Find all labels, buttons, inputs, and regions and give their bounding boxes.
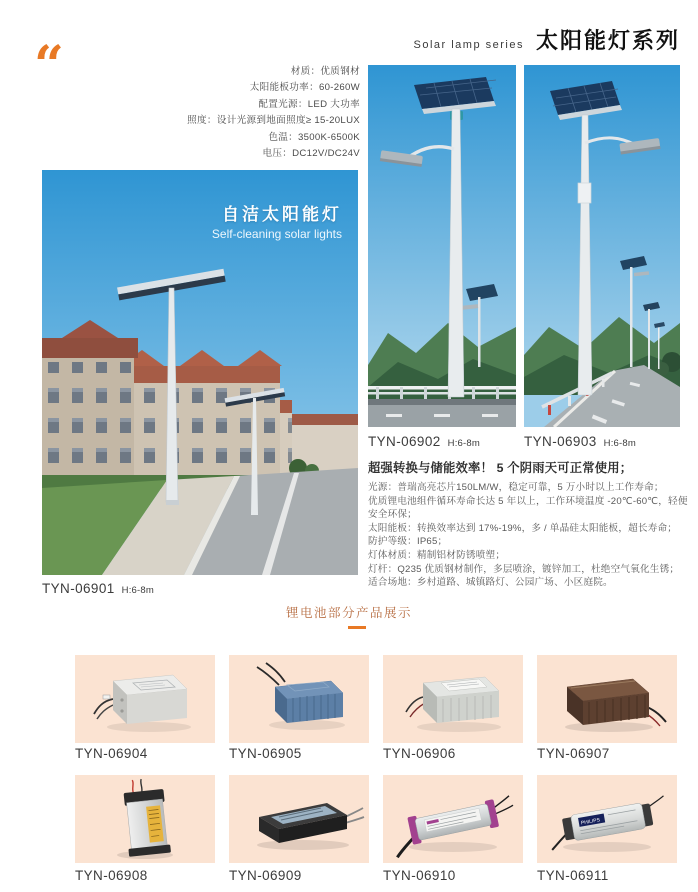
photo-tyn-06902 <box>368 65 516 427</box>
battery-box-blue <box>229 655 369 743</box>
label-tyn-06909: TYN-06909 <box>229 868 302 883</box>
product-photo-tyn-06908 <box>75 775 215 863</box>
label-tyn-06907: TYN-06907 <box>537 746 610 761</box>
feature-applications: 适合场地：乡村道路、城镇路灯、公园广场、小区庭院。 <box>368 577 613 589</box>
model-height: H:6-8m <box>447 438 480 449</box>
driver-purple <box>383 775 523 863</box>
battery-section-title: 锂电池部分产品展示 <box>285 606 412 620</box>
hero-title-zh: 自洁太阳能灯 <box>222 205 342 224</box>
product-photo-tyn-06911 <box>537 775 677 863</box>
feature-lamp-body: 灯体材质：精制铝材防锈喷塑； <box>368 549 506 561</box>
product-photo-tyn-06909 <box>229 775 369 863</box>
hero-title-en: Self-cleaning solar lights <box>211 227 342 241</box>
feature-list <box>368 458 694 590</box>
battery-upright <box>75 775 215 863</box>
label-tyn-06911: TYN-06911 <box>537 868 609 883</box>
photo-tyn-06903 <box>524 65 680 427</box>
product-photo-tyn-06910 <box>383 775 523 863</box>
spec-illuminance: 照度：设计光源到地面照度≥ 15-20LUX <box>187 115 360 127</box>
product-photo-tyn-06904 <box>75 655 215 743</box>
battery-box-white <box>75 655 215 743</box>
label-tyn-06905: TYN-06905 <box>229 746 302 761</box>
model-height: H:6-8m <box>121 585 154 596</box>
spec-list <box>110 64 360 162</box>
spec-color-temp: 色温：3500K-6500K <box>268 131 360 143</box>
product-photo-tyn-06907 <box>537 655 677 743</box>
page-header <box>414 24 681 55</box>
battery-box-bronze <box>537 655 677 743</box>
feature-pole: 灯杆：Q235 优质钢材制作，多层喷涂，镀锌加工，杜绝空气氧化生锈； <box>368 563 680 575</box>
model-number: TYN-06903 <box>524 434 597 449</box>
feature-headline: 超强转换与储能效率！ 5 个阴雨天可正常使用； <box>368 461 633 475</box>
model-number: TYN-06901 <box>42 581 115 596</box>
brand-text: PHILIPS <box>580 817 601 827</box>
quote-icon: “ <box>34 35 64 96</box>
spec-panel-power: 太阳能板功率：60-260W <box>249 82 360 94</box>
road <box>368 399 516 427</box>
label-tyn-06906: TYN-06906 <box>383 746 456 761</box>
series-title-en: Solar lamp series <box>413 39 524 51</box>
label-tyn-06910: TYN-06910 <box>383 868 456 883</box>
product-photo-tyn-06906 <box>383 655 523 743</box>
feature-light-source: 光源：普瑞高亮芯片150LM/W，稳定可靠，5 万小时以上工作寿命； <box>368 482 664 493</box>
section-underline <box>348 626 366 629</box>
series-title-zh: 太阳能灯系列 <box>535 28 680 53</box>
label-tyn-06908: TYN-06908 <box>75 868 148 883</box>
label-tyn-06903 <box>524 433 636 451</box>
model-height: H:6-8m <box>603 438 636 449</box>
spec-light-source: 配置光源：LED 大功率 <box>258 98 360 110</box>
battery-box-silver <box>383 655 523 743</box>
label-tyn-06902 <box>368 433 480 451</box>
label-tyn-06901 <box>42 580 154 598</box>
feature-battery: 优质锂电池组件循环寿命长达 5 年以上，工作环境温度 -20℃-60℃，轻便安全环保； <box>368 495 688 521</box>
hero-photo-self-cleaning-lamp <box>42 170 358 575</box>
product-photo-tyn-06905 <box>229 655 369 743</box>
feature-ip-rating: 防护等级：IP65； <box>368 536 448 548</box>
driver-philips <box>537 775 677 863</box>
driver-black <box>229 775 369 863</box>
model-number: TYN-06902 <box>368 434 441 449</box>
label-tyn-06904: TYN-06904 <box>75 746 148 761</box>
spec-voltage: 电压：DC12V/DC24V <box>262 148 360 160</box>
spec-material: 材质：优质钢材 <box>290 66 360 77</box>
feature-panel: 太阳能板：转换效率达到 17%-19%，多 / 单晶硅太阳能板，超长寿命； <box>368 522 678 534</box>
